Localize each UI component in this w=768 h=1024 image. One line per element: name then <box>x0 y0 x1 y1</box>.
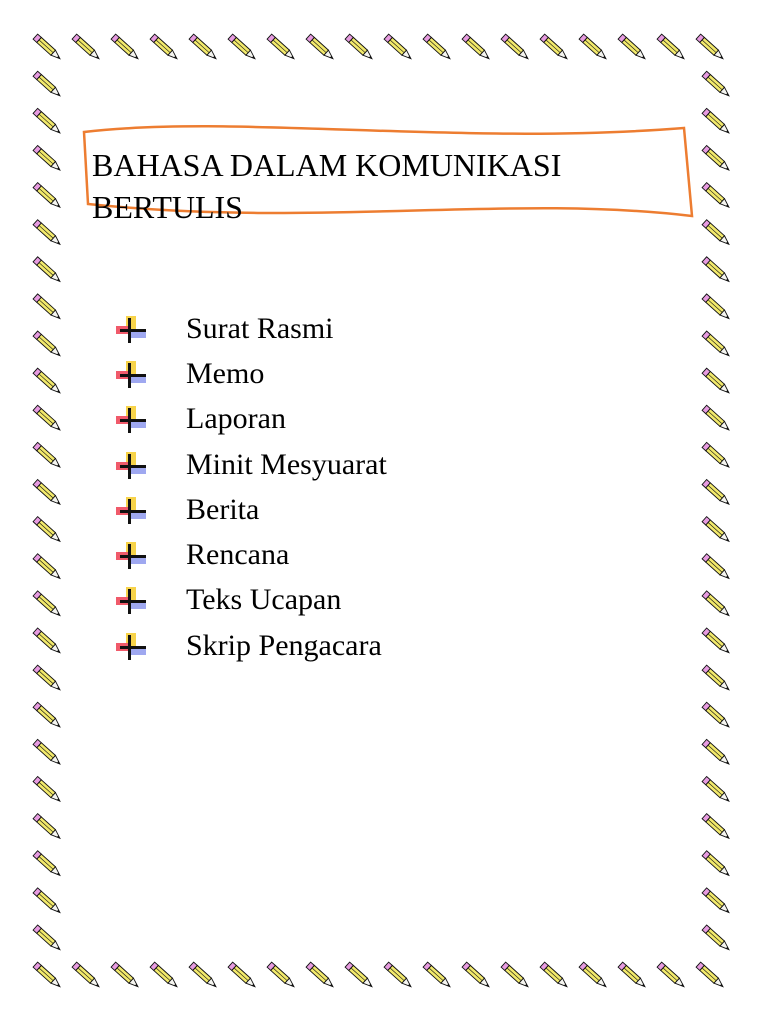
pencil-icon <box>384 34 414 62</box>
plus-square-bullet-icon <box>114 314 150 344</box>
pencil-icon <box>33 480 63 508</box>
pencil-icon <box>33 145 63 173</box>
pencil-icon <box>702 702 732 730</box>
title-box <box>78 120 694 230</box>
plus-square-bullet-icon <box>114 450 150 480</box>
pencil-icon <box>618 34 648 62</box>
plus-square-bullet-icon <box>114 404 150 434</box>
list-item-label: Teks Ucapan <box>186 583 342 617</box>
pencil-icon <box>33 665 63 693</box>
pencil-icon <box>33 851 63 879</box>
pencil-icon <box>33 517 63 545</box>
plus-square-bullet-icon <box>114 540 150 570</box>
pencil-icon <box>33 368 63 396</box>
pencil-icon <box>702 442 732 470</box>
pencil-icon <box>345 34 375 62</box>
pencil-icon <box>702 628 732 656</box>
pencil-icon <box>702 591 732 619</box>
pencil-icon <box>657 962 687 990</box>
pencil-icon <box>702 888 732 916</box>
bullet-list <box>114 306 387 668</box>
pencil-icon <box>579 34 609 62</box>
plus-square-bullet-icon <box>114 631 150 661</box>
pencil-icon <box>33 294 63 322</box>
pencil-icon <box>33 183 63 211</box>
pencil-icon <box>702 554 732 582</box>
pencil-icon <box>540 34 570 62</box>
pencil-icon <box>72 962 102 990</box>
pencil-icon <box>150 34 180 62</box>
pencil-icon <box>33 554 63 582</box>
pencil-icon <box>228 962 258 990</box>
pencil-icon <box>702 814 732 842</box>
list-item <box>114 623 387 668</box>
pencil-icon <box>540 962 570 990</box>
pencil-icon <box>267 34 297 62</box>
pencil-icon <box>33 331 63 359</box>
pencil-icon <box>702 294 732 322</box>
pencil-icon <box>33 739 63 767</box>
pencil-icon <box>33 34 63 62</box>
list-item-label: Berita <box>186 492 260 526</box>
plus-square-bullet-icon <box>114 495 150 525</box>
pencil-icon <box>33 888 63 916</box>
pencil-icon <box>462 962 492 990</box>
pencil-icon <box>423 962 453 990</box>
list-item-label: Memo <box>186 356 265 390</box>
pencil-icon <box>111 34 141 62</box>
list-item-label: Laporan <box>186 402 286 436</box>
list-item-label: Minit Mesyuarat <box>186 447 387 481</box>
pencil-icon <box>150 962 180 990</box>
pencil-icon <box>702 183 732 211</box>
pencil-icon <box>33 962 63 990</box>
pencil-icon <box>702 145 732 173</box>
page-title: BAHASA DALAM KOMUNIKASI BERTULIS <box>92 147 562 225</box>
pencil-icon <box>306 962 336 990</box>
pencil-icon <box>702 220 732 248</box>
pencil-icon <box>702 331 732 359</box>
pencil-icon <box>501 34 531 62</box>
pencil-icon <box>702 71 732 99</box>
pencil-icon <box>33 925 63 953</box>
pencil-icon <box>33 405 63 433</box>
pencil-icon <box>33 442 63 470</box>
pencil-icon <box>33 814 63 842</box>
pencil-icon <box>33 591 63 619</box>
pencil-icon <box>72 34 102 62</box>
list-item <box>114 397 387 442</box>
pencil-icon <box>306 34 336 62</box>
pencil-icon <box>189 34 219 62</box>
pencil-icon <box>702 257 732 285</box>
pencil-icon <box>33 220 63 248</box>
pencil-icon <box>702 925 732 953</box>
pencil-icon <box>189 962 219 990</box>
plus-square-bullet-icon <box>114 585 150 615</box>
list-item-label: Rencana <box>186 538 290 572</box>
list-item <box>114 351 387 396</box>
pencil-icon <box>702 405 732 433</box>
list-item <box>114 442 387 487</box>
pencil-icon <box>702 480 732 508</box>
plus-square-bullet-icon <box>114 359 150 389</box>
pencil-icon <box>33 702 63 730</box>
pencil-icon <box>702 368 732 396</box>
pencil-icon <box>702 739 732 767</box>
pencil-icon <box>702 665 732 693</box>
pencil-icon <box>696 962 726 990</box>
pencil-icon <box>33 257 63 285</box>
list-item-label: Surat Rasmi <box>186 311 334 345</box>
pencil-icon <box>702 851 732 879</box>
pencil-icon <box>579 962 609 990</box>
pencil-icon <box>33 776 63 804</box>
pencil-icon <box>228 34 258 62</box>
pencil-icon <box>33 71 63 99</box>
list-item <box>114 578 387 623</box>
pencil-icon <box>501 962 531 990</box>
pencil-icon <box>345 962 375 990</box>
pencil-icon <box>657 34 687 62</box>
pencil-icon <box>696 34 726 62</box>
pencil-icon <box>384 962 414 990</box>
pencil-icon <box>462 34 492 62</box>
pencil-icon <box>618 962 648 990</box>
list-item <box>114 487 387 532</box>
pencil-icon <box>267 962 297 990</box>
list-item <box>114 532 387 577</box>
pencil-icon <box>33 108 63 136</box>
pencil-icon <box>702 517 732 545</box>
pencil-icon <box>702 108 732 136</box>
list-item <box>114 306 387 351</box>
pencil-icon <box>111 962 141 990</box>
list-item-label: Skrip Pengacara <box>186 628 382 662</box>
pencil-icon <box>423 34 453 62</box>
pencil-icon <box>702 776 732 804</box>
pencil-icon <box>33 628 63 656</box>
